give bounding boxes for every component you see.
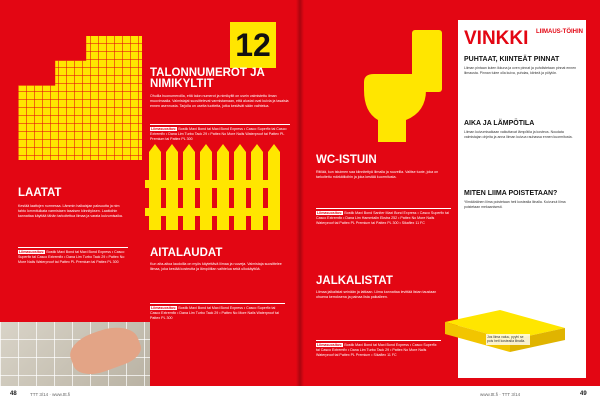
right-footer: [300, 386, 600, 400]
sources-label: Liimasuositus:: [151, 127, 177, 131]
tips-text-surfaces: Liiman pintaan kuten ikkuna ja oven pinnat ja puhdistetaan pinnat ennen liimausta. Pinnan tulee olla kuiva, puhdas, kiinteä ja pölytön.: [464, 66, 577, 75]
sources-text: Bostik Maxi Bond tai Maxi Bond Express • Casco Superfix tai Casco Extremfix • Dana Lim Turbo Tack 29 • Pattex No More Nails Waterproof tai Pattex PL Premium tai Pattex PL 300: [18, 250, 125, 264]
laatat-body: Kestää laattojen nurmessa. Lämmin halkaisjan paksuutta ja nim tahto lommitulkata varmistaen tasaisen kiinnityksen. Laattoihin kannattaa käyttää tähän tarkoitettua liimaa ja varata kuivumisaika.: [18, 204, 123, 218]
page-number-right: 49: [580, 391, 587, 397]
laatat-title: LAATAT: [18, 187, 62, 199]
tile-photo: [0, 322, 150, 386]
skirting-illustration: [445, 300, 565, 360]
laatat-sources: [18, 250, 128, 265]
tips-heading-removal: MITEN LIIMA POISTETAAN?: [464, 190, 558, 197]
gutter-shadow: [296, 0, 304, 400]
tips-text-time: Liiman kuivumisaikaan vaikuttavat lämpötila ja kosteus. Noudata valmistajan ohjeita ja anna liiman kuivua rauhassa ennen kuormitusta.: [464, 130, 573, 139]
sources-label: Liimasuositus:: [317, 211, 343, 215]
toilet-illustration: [360, 30, 450, 145]
footer-text-right: www.ttt.fi · TTT 3/14: [480, 392, 521, 397]
article-body: Ohuilla huonumeroilla, että talon numerot ja nimikyltit on usein valmistettu ilman muovimaalia. Valmistajat suosittelevat varmistamaan, että alustat ovat kuivia ja tasaisia ennen asennusta. Tarjolla on useita tuotteita, jotka kestävät sään vaihtelua.: [150, 94, 289, 108]
sources-label: Liimasuositus:: [19, 250, 45, 254]
divider: [150, 124, 290, 125]
sources-text: Bostik Maxi Bond tai Maxi Bond Express • Casco Superfix tai Casco Extremfix • Dana Lim Turbo Tack 29 • Pattex No More Nails Waterproof tai Pattex PL Premium tai Pattex PL 300: [150, 127, 287, 141]
aitalaudat-body: Kun aita-aitoa laudoilla on myös käytettävä liimaa ja ruuveja. Valmistaja suosittelee liimaa, joka kestää kosteutta ja lämpötilan vaihtelua sekä ulkokäyttöä.: [150, 262, 282, 271]
sources-label: Liimasuositus:: [151, 306, 177, 310]
divider: [150, 303, 285, 304]
sources-text: Bostik Maxi Bond tai Maxi Bond Express • Casco Superfix tai Casco Extremfix • Dana Lim Turbo Tack 29 • Pattex No More Nails Waterproof tai Pattex PL 300: [150, 306, 279, 320]
aitalaudat-title: AITALAUDAT: [150, 247, 223, 259]
aitalaudat-sources: [150, 306, 285, 321]
tips-subtitle: LIIMAUS-TÖIHIN: [536, 29, 583, 35]
jalkalistat-body: Liimaa jalkalistat seinään ja lattiaan. Liima kannattaa levittää listan taustaan ohuena kerroksena ja painaa lista paikalleen.: [316, 290, 437, 299]
divider: [316, 340, 441, 341]
article-title: TALONNUMEROT JA NIMIKYLTIT: [150, 67, 265, 90]
footer-text-left: TTT 3/14 · www.ttt.fi: [30, 392, 71, 397]
wc-sources: [316, 211, 451, 226]
jalkalistat-title: JALKALISTAT: [316, 275, 393, 287]
sources-text: Bostik Maxi Bond Saniter Maxi Bond Express • Casco Superfix tai Casco Extremfix • Dana Lim Hammtalin Ekstra 252 • Pattex No More Nails Waterproof tai Pattex PL Premium tai Pattex PL 300 • Sikaflex 11 FC: [316, 211, 449, 225]
wc-title: WC-ISTUIN: [316, 154, 377, 166]
sources-label: Liimasuositus:: [317, 343, 343, 347]
tips-heading-surfaces: PUHTAAT, KIINTEÄT PINNAT: [464, 56, 560, 63]
sources-text: Bostik Maxi Bond tai Maxi Bond Express • Casco Superfix tai Casco Extremfix • Dana Lim Turbo Tack 29 • Pattex No More Nails Waterproof tai Pattex PL Premium • Sikaflex 11 FC: [316, 343, 437, 357]
tips-heading-time: AIKA JA LÄMPÖTILA: [464, 120, 535, 127]
tips-title: VINKKI: [464, 28, 529, 49]
page-number-left: 48: [10, 391, 17, 397]
divider: [18, 247, 128, 248]
tips-text-removal: Ylimääräinen liima poistetaan heti kostealla liinalla. Kuivunut liima poistetaan mekaanisesti.: [464, 200, 566, 209]
jalkalistat-sources: [316, 343, 441, 358]
wc-body: Ritilää, kun istuimen saa kiinnitettyä liimalla ja ruuveilla. Valitse tuote, joka on tarkoitettu märkätiloihin ja joka kestää kuormitusta.: [316, 170, 439, 179]
article-number-badge: 12: [230, 22, 276, 68]
fence-illustration: [145, 140, 280, 230]
image-caption: Jos liima valuu, pyyhi se pois heti kostealla liinalla.: [486, 334, 530, 345]
divider: [316, 208, 451, 209]
